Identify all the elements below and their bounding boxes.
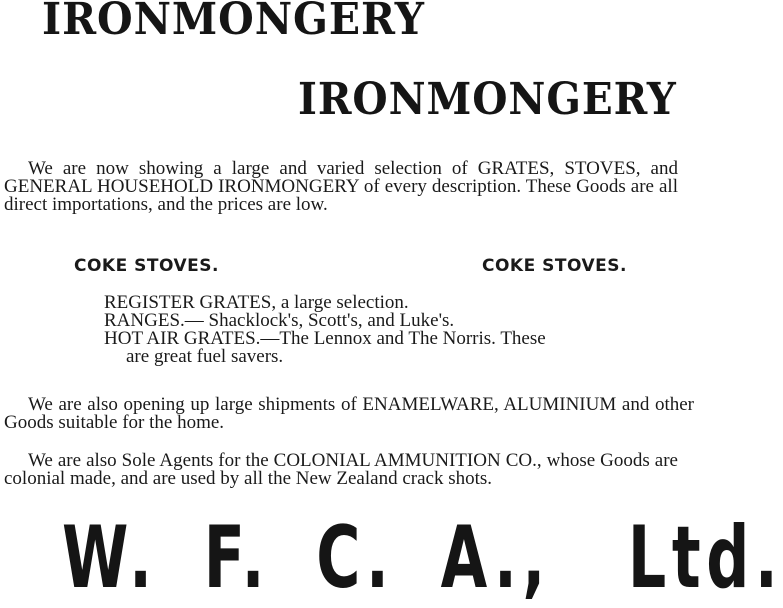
list-item-ranges: RANGES.— Shacklock's, Scott's, and Luke's.: [104, 310, 455, 331]
intro-paragraph: We are now showing a large and varied selection of GRATES, STOVES, and GENERAL HOUSEHOLD IRONMONGERY of every description. These Goods are all direct importations, and the prices are low.: [4, 158, 678, 215]
firm-suffix: Ltd.: [627, 508, 783, 608]
subhead-coke-stoves-left: COKE STOVES.: [74, 256, 219, 276]
agents-paragraph: We are also Sole Agents for the COLONIAL AMMUNITION CO., whose Goods are colonial made, and are used by all the New Zealand crack shots.: [4, 450, 678, 489]
list-item-hot-air-grates-continued: are great fuel savers.: [126, 346, 284, 367]
list-item-register-grates: REGISTER GRATES, a large selection.: [104, 292, 409, 313]
product-list: [104, 294, 680, 366]
heading-ironmongery-second: IRONMONGERY: [298, 74, 677, 125]
heading-ironmongery-top: IRONMONGERY: [42, 0, 425, 45]
subhead-coke-stoves-right: COKE STOVES.: [482, 256, 627, 276]
firm-initials: W. F. C. A.,: [62, 508, 551, 608]
list-item-hot-air-grates: HOT AIR GRATES.—The Lennox and The Norris. These: [104, 328, 546, 349]
enamelware-paragraph: We are also opening up large shipments of ENAMELWARE, ALUMINIUM and other Goods suitable for the home.: [4, 394, 694, 433]
firm-name: [62, 510, 783, 606]
